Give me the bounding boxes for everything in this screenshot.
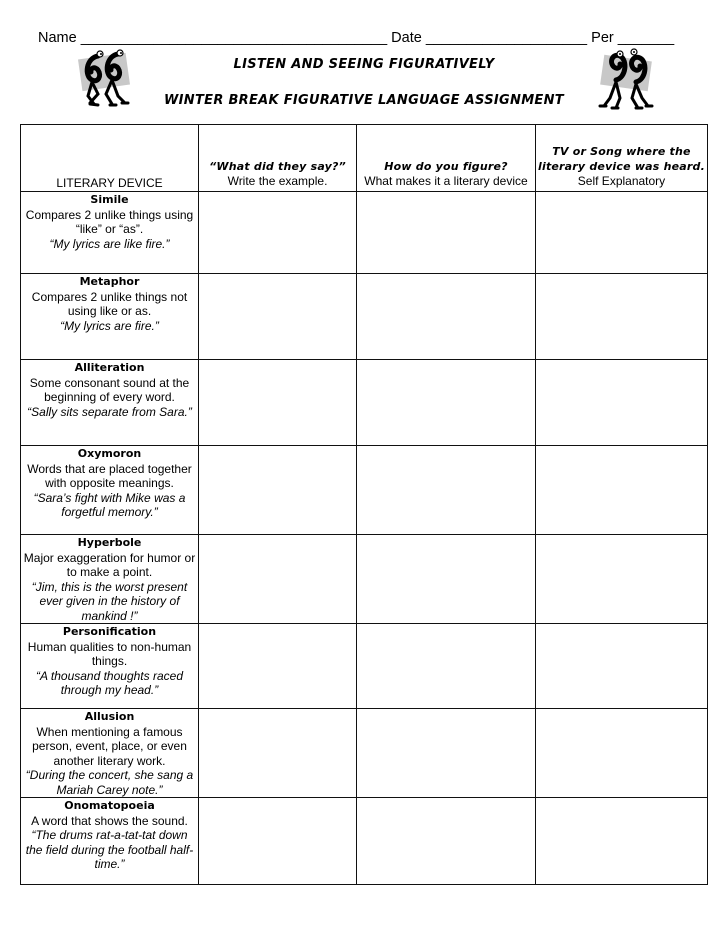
source-answer-cell[interactable]: [536, 709, 708, 798]
example-answer-cell[interactable]: [199, 709, 357, 798]
source-answer-cell[interactable]: [536, 274, 708, 360]
device-cell-simile: Simile Compares 2 unlike things using “like” or “as”. “My lyrics are like fire.”: [21, 192, 199, 274]
table-row: [21, 709, 708, 798]
table-row: [21, 624, 708, 709]
table-row: [21, 192, 708, 274]
source-answer-cell[interactable]: [536, 535, 708, 624]
reason-answer-cell[interactable]: [357, 274, 536, 360]
table-row: [21, 535, 708, 624]
source-answer-cell[interactable]: [536, 446, 708, 535]
device-cell-oxymoron: Oxymoron Words that are placed together with opposite meanings. “Sara’s fight with Mike was a forgetful memory.”: [21, 446, 199, 535]
source-answer-cell[interactable]: [536, 624, 708, 709]
source-answer-cell[interactable]: [536, 360, 708, 446]
source-answer-cell[interactable]: [536, 798, 708, 885]
example-answer-cell[interactable]: [199, 274, 357, 360]
reason-answer-cell[interactable]: [357, 192, 536, 274]
example-answer-cell[interactable]: [199, 360, 357, 446]
header-tv-or-song: TV or Song where the literary device was heard. Self Explanatory: [536, 125, 708, 192]
header-literary-device: LITERARY DEVICE: [21, 125, 199, 192]
source-answer-cell[interactable]: [536, 192, 708, 274]
table-row: [21, 446, 708, 535]
name-date-period-line[interactable]: Name ______________________________________ Date ____________________ Per _______: [38, 30, 675, 46]
header-what-did-they-say: “What did they say?” Write the example.: [199, 125, 357, 192]
reason-answer-cell[interactable]: [357, 798, 536, 885]
reason-answer-cell[interactable]: [357, 360, 536, 446]
worksheet-title: LISTEN AND SEEING FIGURATIVELY: [233, 57, 495, 72]
example-answer-cell[interactable]: [199, 624, 357, 709]
reason-answer-cell[interactable]: [357, 709, 536, 798]
device-cell-allusion: Allusion When mentioning a famous person, event, place, or even another literary work. “During the concert, she sang a Mariah Carey note.”: [21, 709, 199, 798]
header-how-do-you-figure: How do you figure? What makes it a literary device: [357, 125, 536, 192]
reason-answer-cell[interactable]: [357, 535, 536, 624]
table-header-row: [21, 125, 708, 192]
reason-answer-cell[interactable]: [357, 446, 536, 535]
example-answer-cell[interactable]: [199, 798, 357, 885]
table-row: [21, 274, 708, 360]
example-answer-cell[interactable]: [199, 446, 357, 535]
device-cell-personification: Personification Human qualities to non-human things. “A thousand thoughts raced through my head.”: [21, 624, 199, 709]
example-answer-cell[interactable]: [199, 535, 357, 624]
device-cell-alliteration: Alliteration Some consonant sound at the beginning of every word. “Sally sits separate from Sara.”: [21, 360, 199, 446]
figurative-language-table: [20, 124, 708, 885]
table-row: [21, 798, 708, 885]
table-row: [21, 360, 708, 446]
device-cell-metaphor: Metaphor Compares 2 unlike things not using like or as. “My lyrics are fire.”: [21, 274, 199, 360]
example-answer-cell[interactable]: [199, 192, 357, 274]
worksheet-subtitle: WINTER BREAK FIGURATIVE LANGUAGE ASSIGNMENT: [164, 93, 564, 108]
device-cell-hyperbole: Hyperbole Major exaggeration for humor or to make a point. “Jim, this is the worst present ever given in the history of mankind !”: [21, 535, 199, 624]
reason-answer-cell[interactable]: [357, 624, 536, 709]
device-cell-onomatopoeia: Onomatopoeia A word that shows the sound. “The drums rat-a-tat-tat down the field during the football half-time.”: [21, 798, 199, 885]
